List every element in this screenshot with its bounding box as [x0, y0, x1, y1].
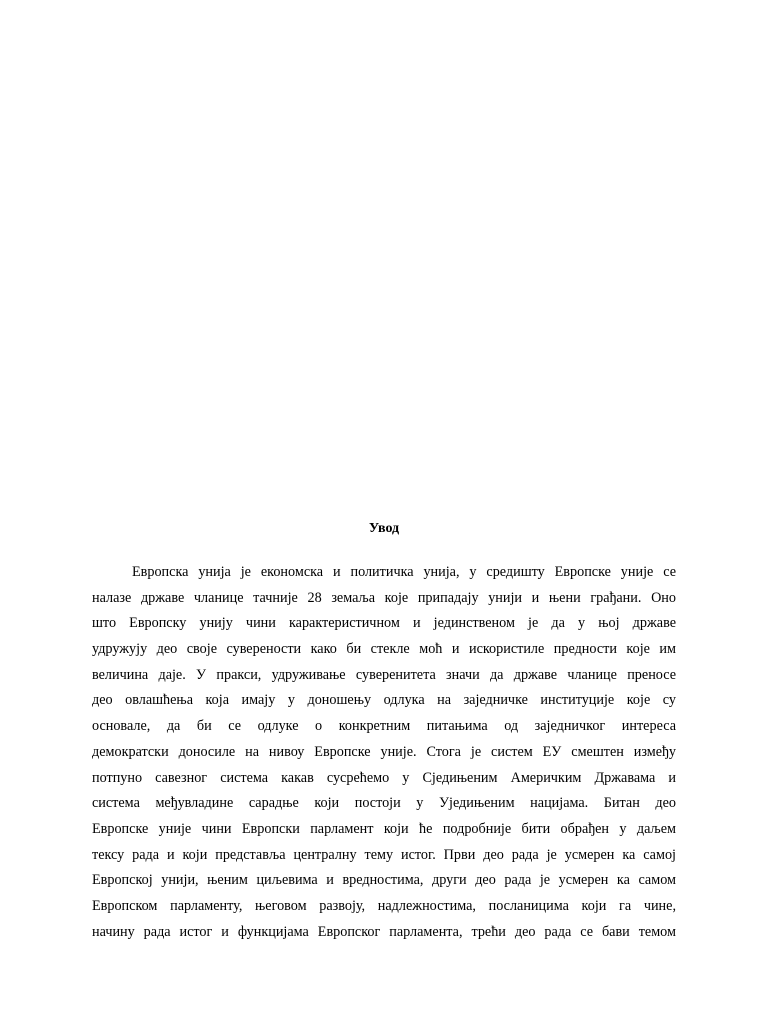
paragraph-line: потпуно савезног система какав сусрећемо у Сједињеним Америчким Државама и	[92, 769, 676, 786]
paragraph-line: начину рада истог и функцијама Европског парламента, трећи део рада се бави темом	[92, 923, 676, 940]
paragraph-line: система међувладине сарадње који постоји у Уједињеним нацијама. Битан део	[92, 795, 676, 812]
paragraph-line: налазе државе чланице тачније 28 земаља које припадају унији и њени грађани. Оно	[92, 589, 676, 606]
paragraph-line: део овлашћења која имају у доношењу одлука на заједничке институције које су	[92, 692, 676, 709]
body-paragraph	[92, 560, 676, 945]
paragraph-line: Европске уније чини Европски парламент који ће подробније бити обрађен у даљем	[92, 820, 676, 837]
paragraph-line: што Европску унију чини карактеристичном и јединственом је да у њој државе	[92, 615, 676, 632]
paragraph-line: Европска унија је економска и политичка унија, у средишту Европске уније се	[132, 564, 676, 580]
paragraph-line: основале, да би се одлуке о конкретним питањима од заједничког интереса	[92, 718, 676, 735]
paragraph-line: удружују део своје суверености како би стекле моћ и искористиле предности које им	[92, 641, 676, 658]
paragraph-line: величина даје. У пракси, удруживање суверенитета значи да државе чланице преносе	[92, 666, 676, 683]
paragraph-line: Европском парламенту, његовом развоју, надлежностима, посланицима који га чине,	[92, 897, 676, 914]
paragraph-line: тексу рада и који представља централну тему истог. Први део рада је усмерен ка самој	[92, 846, 676, 863]
section-title: Увод	[368, 521, 400, 536]
paragraph-line: Европској унији, њеним циљевима и вредностима, други део рада је усмерен ка самом	[92, 872, 676, 889]
paragraph-line: демократски доносиле на нивоу Европске уније. Стога је систем ЕУ смештен између	[92, 743, 676, 760]
